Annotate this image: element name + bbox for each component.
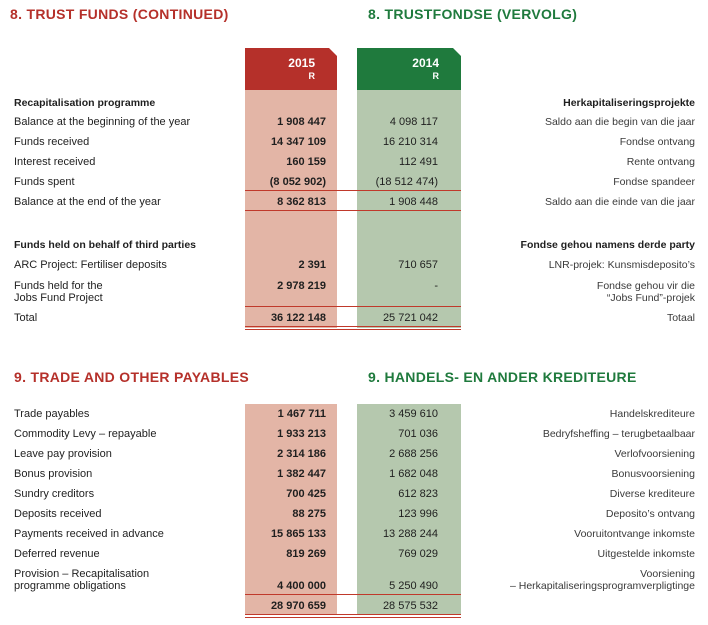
header-2015 — [245, 48, 337, 90]
header-2014 — [357, 48, 461, 90]
s9-total-rule-top — [245, 594, 461, 595]
total-rule-bottom-2 — [245, 329, 461, 330]
section8-title-en: 8. TRUST FUNDS (CONTINUED) — [10, 6, 229, 22]
group-recap-label-af: Herkapitaliseringsprojekte — [563, 97, 695, 109]
s9-total-rule-bottom-1 — [245, 614, 461, 615]
currency-2015-label: R — [308, 71, 315, 81]
group-third-party-label-af: Fondse gehou namens derde party — [520, 239, 695, 251]
year-2014-label: 2014 — [412, 56, 439, 70]
section8-title-af: 8. TRUSTFONDSE (VERVOLG) — [368, 6, 578, 22]
total-rule-top — [245, 306, 461, 307]
s9-total-rule-bottom-2 — [245, 617, 461, 618]
balance-rule — [245, 210, 461, 211]
section9-title-en: 9. TRADE AND OTHER PAYABLES — [14, 369, 249, 385]
section9-title-af: 9. HANDELS- EN ANDER KREDITEURE — [368, 369, 637, 385]
subtotal-rule — [245, 190, 461, 191]
group-recap-label-en: Recapitalisation programme — [14, 97, 156, 109]
currency-2014-label: R — [432, 71, 439, 81]
total-rule-bottom-1 — [245, 326, 461, 327]
group-third-party-label-en: Funds held on behalf of third parties — [14, 239, 197, 251]
year-2015-label: 2015 — [288, 56, 315, 70]
